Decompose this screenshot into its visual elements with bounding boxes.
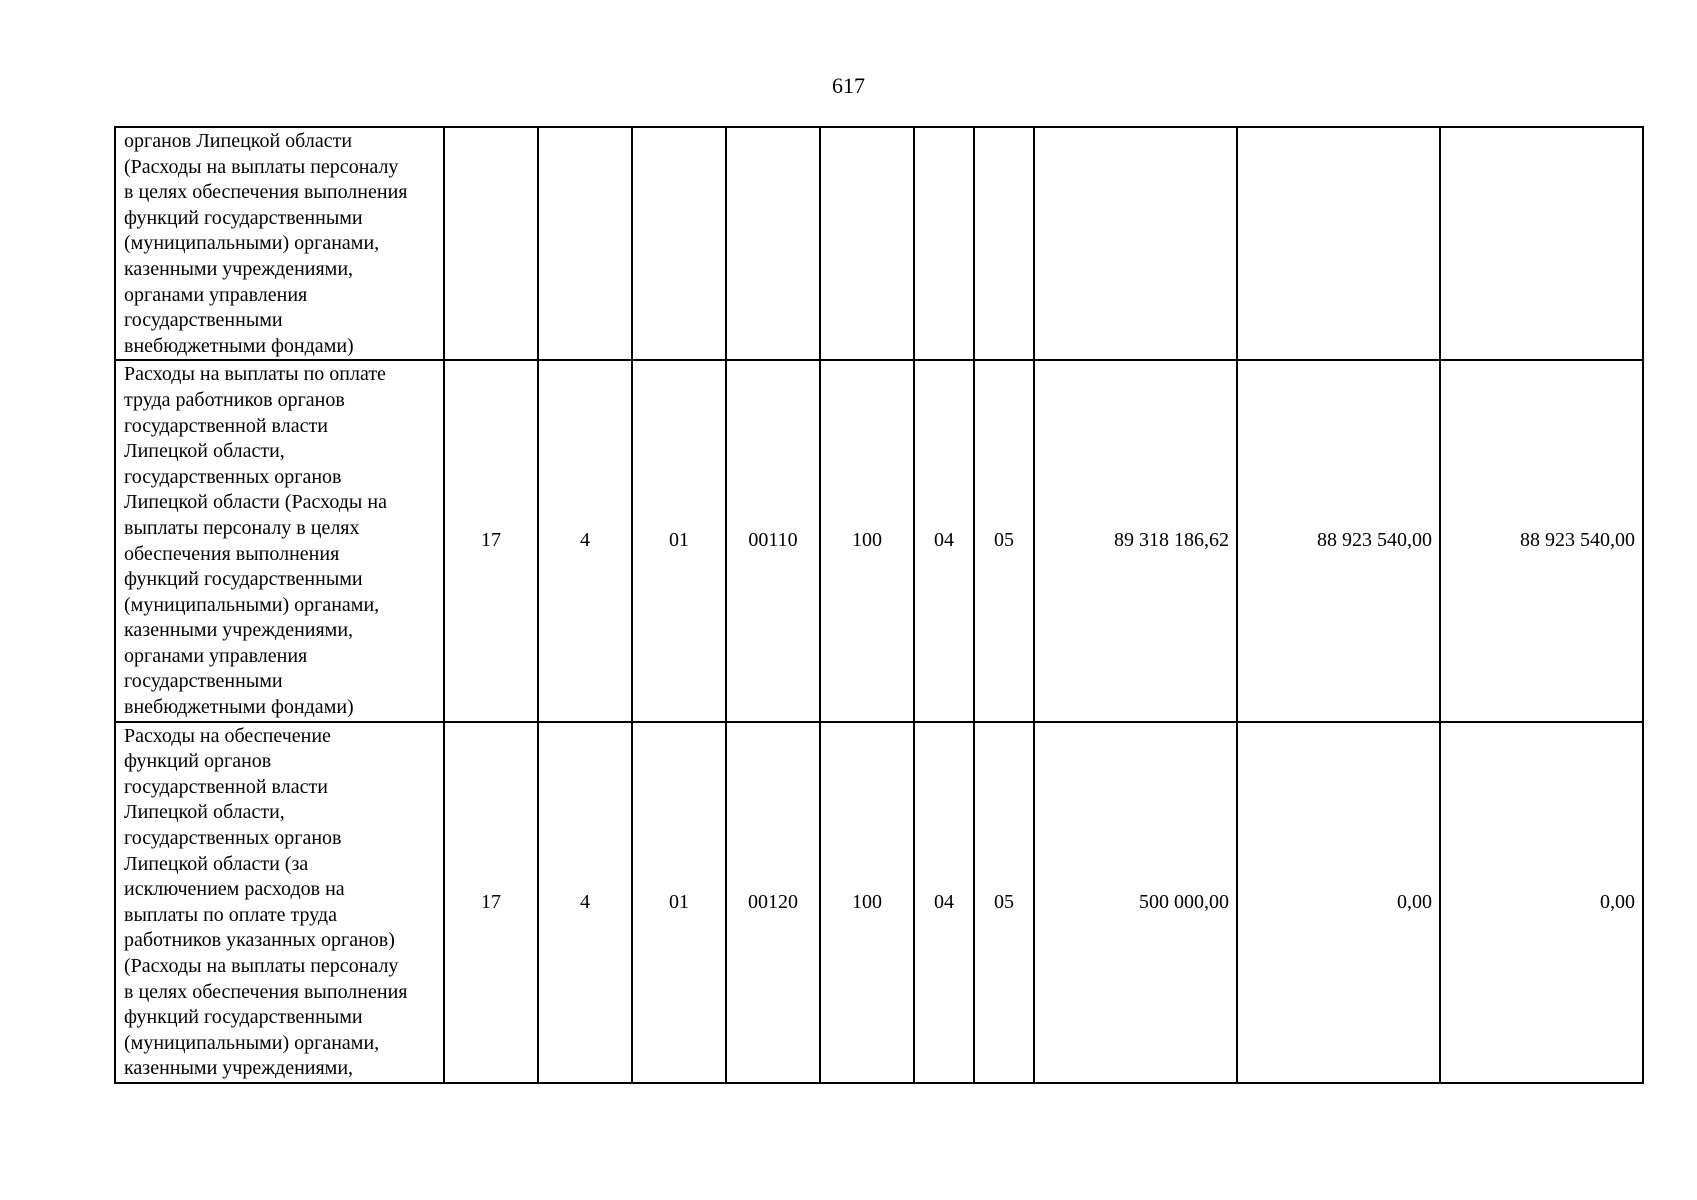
code-cell: 4 [538,360,632,721]
code-cell: 17 [444,722,538,1083]
table-row [115,722,1643,1083]
code-cell [538,127,632,360]
code-cell: 17 [444,360,538,721]
code-cell [914,127,974,360]
table-row [115,360,1643,721]
amount-cell: 88 923 540,00 [1237,360,1440,721]
code-cell [820,127,914,360]
amount-cell: 89 318 186,62 [1034,360,1237,721]
page-number: 617 [832,73,865,98]
code-cell: 04 [914,360,974,721]
amount-cell [1034,127,1237,360]
budget-table [114,126,1644,1084]
code-cell: 01 [632,360,726,721]
code-cell: 00120 [726,722,820,1083]
code-cell: 04 [914,722,974,1083]
code-cell: 05 [974,722,1034,1083]
code-cell: 4 [538,722,632,1083]
code-cell: 100 [820,722,914,1083]
amount-cell: 500 000,00 [1034,722,1237,1083]
code-cell [974,127,1034,360]
code-cell: 00110 [726,360,820,721]
amount-cell [1440,127,1643,360]
code-cell: 05 [974,360,1034,721]
amount-cell [1237,127,1440,360]
description-cell: Расходы на обеспечение функций органов государственной власти Липецкой области, государственных органов Липецкой области (за исключением расходов на выплаты по оплате труда работников указанных органов) (Расходы на выплаты персоналу в целях обеспечения выполнения функций государственными (муниципальными) органами, казенными учреждениями, [115,722,444,1083]
table-row [115,127,1643,360]
code-cell [444,127,538,360]
amount-cell: 0,00 [1237,722,1440,1083]
amount-cell: 0,00 [1440,722,1643,1083]
description-cell: Расходы на выплаты по оплате труда работников органов государственной власти Липецкой области, государственных органов Липецкой области (Расходы на выплаты персоналу в целях обеспечения выполнения функций государственными (муниципальными) органами, казенными учреждениями, органами управления государственными внебюджетными фондами) [115,360,444,721]
description-cell: органов Липецкой области (Расходы на выплаты персоналу в целях обеспечения выполнения функций государственными (муниципальными) органами, казенными учреждениями, органами управления государственными внебюджетными фондами) [115,127,444,360]
code-cell: 01 [632,722,726,1083]
code-cell [726,127,820,360]
code-cell: 100 [820,360,914,721]
amount-cell: 88 923 540,00 [1440,360,1643,721]
code-cell [632,127,726,360]
